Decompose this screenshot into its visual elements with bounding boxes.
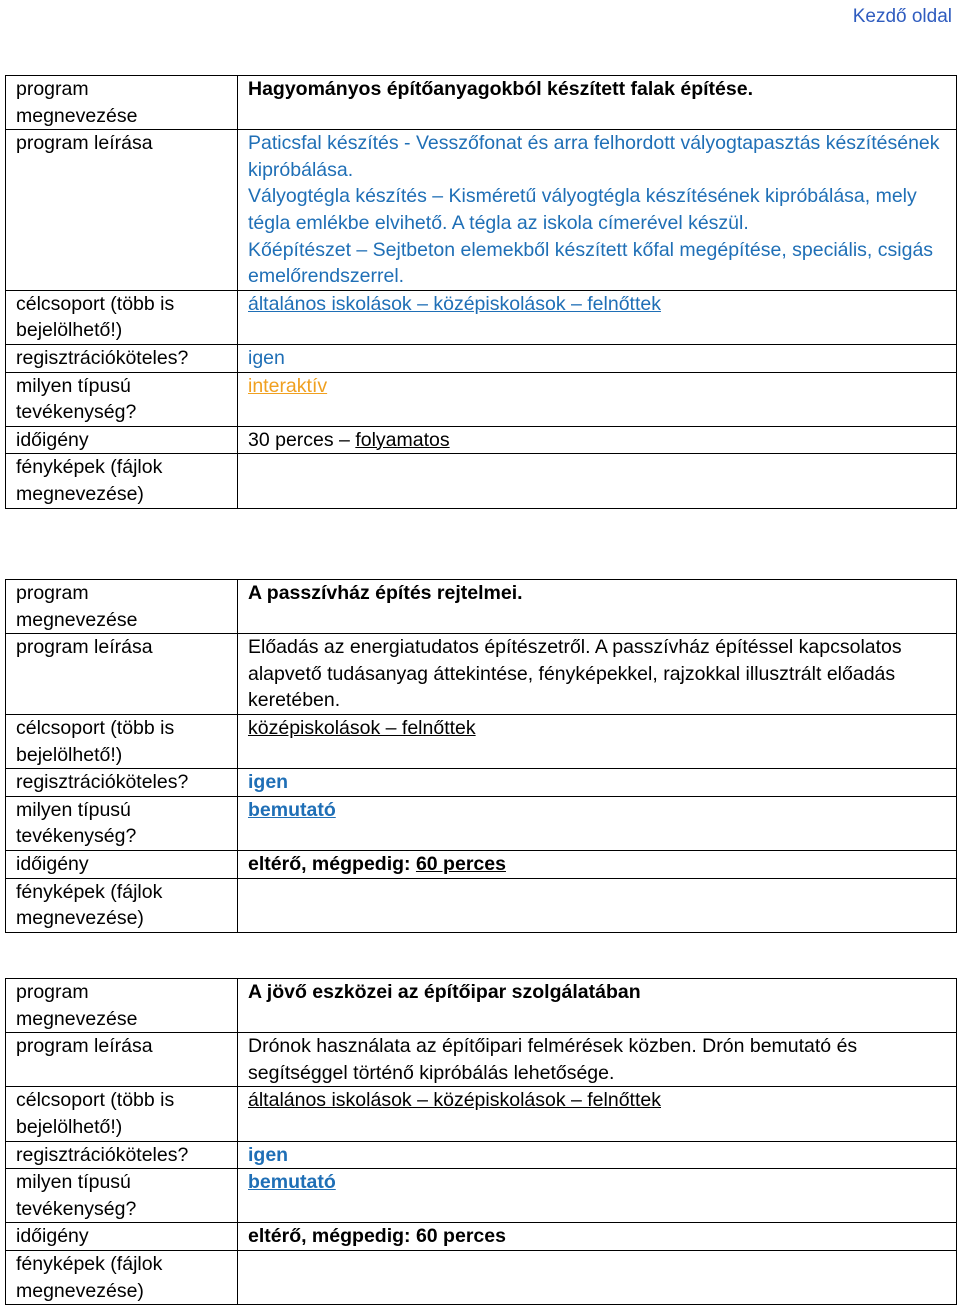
program-duration: eltérő, mégpedig: 60 perces (238, 850, 957, 878)
program-activity: interaktív (238, 372, 957, 426)
description-paragraph: Vályogtégla készítés – Kisméretű vályogtégla készítésének kipróbálása, mely tégla emlékbe elvihető. A tégla az iskola címerével készül. (248, 185, 917, 234)
label-duration: időigény (6, 850, 238, 878)
label-name: program megnevezése (6, 580, 238, 634)
program-activity: bemutató (238, 796, 957, 850)
description-paragraph: Kőépítészet – Sejtbeton elemekből készített kőfal megépítése, speciális, csigás emelőrendszerrel. (248, 238, 934, 288)
row-photos (6, 878, 957, 932)
program-table-3 (5, 978, 957, 1305)
program-photos (238, 1250, 957, 1304)
row-registration (6, 769, 957, 797)
label-photos: fényképek (fájlok megnevezése) (6, 1250, 238, 1304)
label-activity: milyen típusú tevékenység? (6, 1169, 238, 1223)
program-name: A passzívház építés rejtelmei. (238, 580, 957, 634)
row-name (6, 979, 957, 1033)
program-audience: általános iskolások – középiskolások – felnőttek (238, 290, 957, 344)
row-registration (6, 344, 957, 372)
row-description (6, 1033, 957, 1087)
row-activity (6, 372, 957, 426)
label-duration: időigény (6, 426, 238, 454)
program-name: Hagyományos építőanyagokból készített falak építése. (238, 76, 957, 130)
description-paragraph: Paticsfal készítés - Vesszőfonat és arra felhordott vályogtapasztás készítésének kipróbálása. (248, 132, 940, 181)
program-description (238, 634, 957, 715)
label-registration: regisztrációköteles? (6, 1141, 238, 1169)
row-description (6, 634, 957, 715)
program-duration: eltérő, mégpedig: 60 perces (238, 1223, 957, 1251)
program-audience: általános iskolások – középiskolások – felnőttek (238, 1087, 957, 1141)
description-paragraph: Előadás az energiatudatos építészetről. A passzívház építéssel kapcsolatos alapvető tudásanyag áttekintése, fényképekkel, rajzokkal illusztrált előadás keretében. (248, 636, 902, 712)
description-paragraph: Drónok használata az építőipari felmérések közben. Drón bemutató és segítséggel történő kipróbálás lehetősége. (248, 1035, 858, 1084)
program-duration: 30 perces – folyamatos (238, 426, 957, 454)
row-name (6, 580, 957, 634)
label-photos: fényképek (fájlok megnevezése) (6, 454, 238, 508)
program-photos (238, 878, 957, 932)
label-audience: célcsoport (több is bejelölhető!) (6, 714, 238, 768)
label-audience: célcsoport (több is bejelölhető!) (6, 290, 238, 344)
label-photos: fényképek (fájlok megnevezése) (6, 878, 238, 932)
program-description (238, 1033, 957, 1087)
label-activity: milyen típusú tevékenység? (6, 796, 238, 850)
row-duration (6, 426, 957, 454)
row-audience (6, 1087, 957, 1141)
label-name: program megnevezése (6, 979, 238, 1033)
row-name (6, 76, 957, 130)
program-name: A jövő eszközei az építőipar szolgálatában (238, 979, 957, 1033)
program-table-1 (5, 75, 957, 509)
row-photos (6, 454, 957, 508)
label-audience: célcsoport (több is bejelölhető!) (6, 1087, 238, 1141)
program-table-2 (5, 579, 957, 933)
program-description (238, 130, 957, 291)
row-duration (6, 850, 957, 878)
label-activity: milyen típusú tevékenység? (6, 372, 238, 426)
home-link[interactable]: Kezdő oldal (852, 6, 952, 27)
program-registration: igen (238, 344, 957, 372)
row-audience (6, 290, 957, 344)
program-photos (238, 454, 957, 508)
label-description: program leírása (6, 634, 238, 715)
row-photos (6, 1250, 957, 1304)
program-registration: igen (238, 1141, 957, 1169)
label-description: program leírása (6, 130, 238, 291)
row-audience (6, 714, 957, 768)
program-registration: igen (238, 769, 957, 797)
row-activity (6, 796, 957, 850)
label-name: program megnevezése (6, 76, 238, 130)
program-activity: bemutató (238, 1169, 957, 1223)
row-registration (6, 1141, 957, 1169)
label-duration: időigény (6, 1223, 238, 1251)
program-audience: középiskolások – felnőttek (238, 714, 957, 768)
row-duration (6, 1223, 957, 1251)
label-registration: regisztrációköteles? (6, 344, 238, 372)
row-activity (6, 1169, 957, 1223)
label-description: program leírása (6, 1033, 238, 1087)
row-description (6, 130, 957, 291)
label-registration: regisztrációköteles? (6, 769, 238, 797)
